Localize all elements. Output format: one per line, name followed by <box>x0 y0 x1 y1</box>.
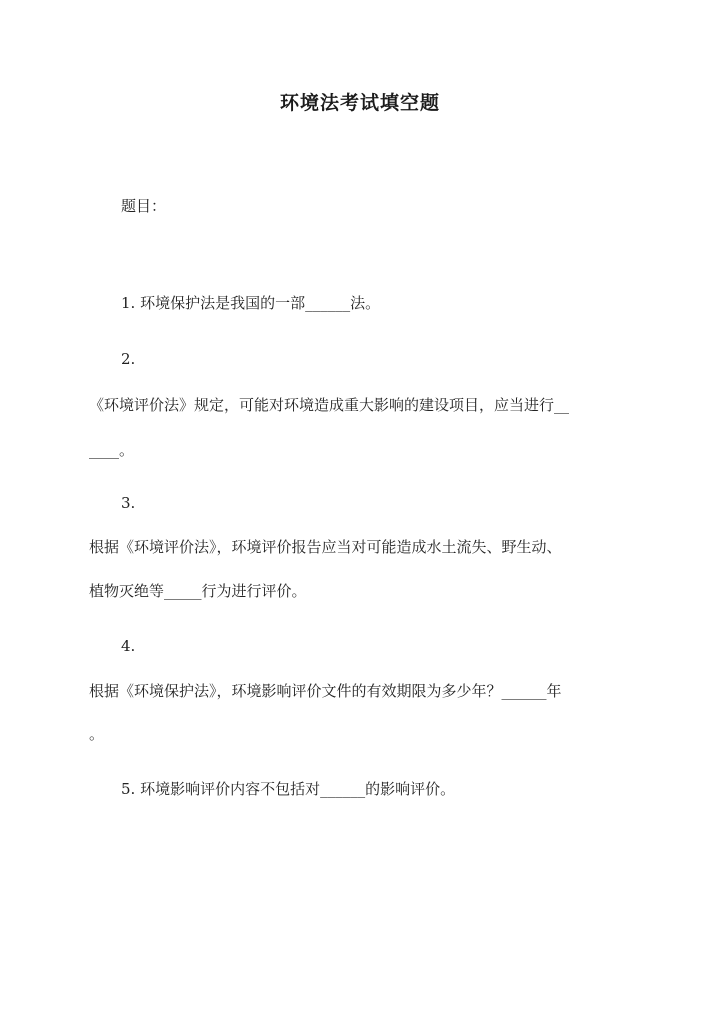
question-4-line-1: 根据《环境保护法》，环境影响评价文件的有效期限为多少年？______年 <box>89 682 562 700</box>
question-3-line-2: 植物灭绝等_____行为进行评价。 <box>89 582 307 600</box>
question-2-line-2: ____。 <box>89 441 135 459</box>
question-3-number: 3. <box>121 494 136 512</box>
question-4-number: 4. <box>121 637 136 655</box>
question-4-line-2: 。 <box>89 725 105 743</box>
question-5: 5. 环境影响评价内容不包括对______的影响评价。 <box>121 780 456 798</box>
question-2-number: 2. <box>121 350 136 368</box>
document-title: 环境法考试填空题 <box>279 92 440 114</box>
question-2-line-1: 《环境评价法》规定，可能对环境造成重大影响的建设项目，应当进行__ <box>89 396 570 414</box>
question-1: 1. 环境保护法是我国的一部______法。 <box>121 294 381 312</box>
question-3-line-1: 根据《环境评价法》，环境评价报告应当对可能造成水土流失、野生动、 <box>89 538 562 556</box>
intro-label: 题目： <box>121 197 167 215</box>
